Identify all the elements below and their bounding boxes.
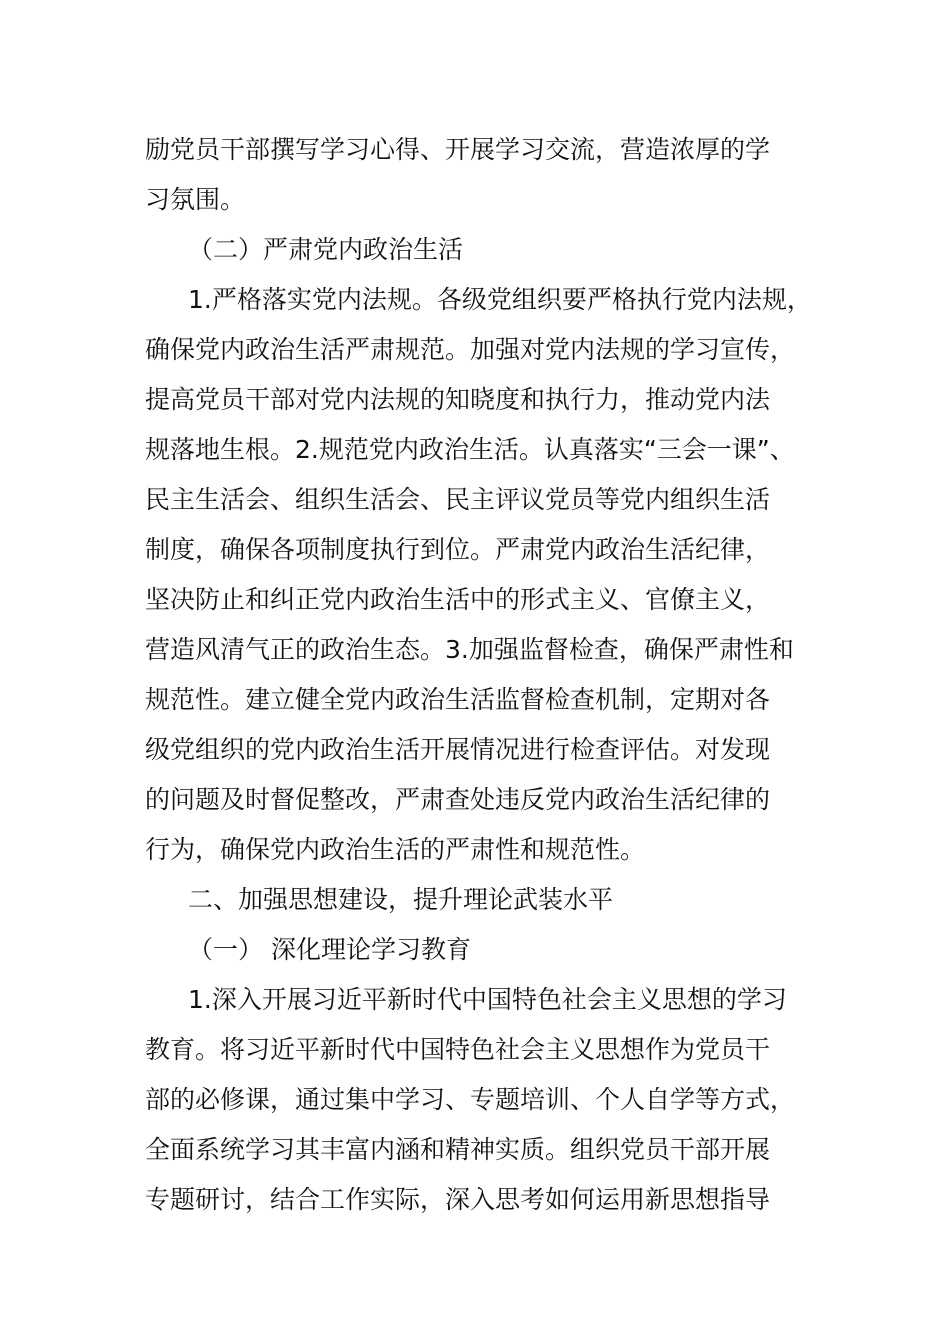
text-line: 坚决防止和纠正党内政治生活中的形式主义、官僚主义， bbox=[145, 585, 771, 614]
text-line: 1.严格落实党内法规。各级党组织要严格执行党内法规， bbox=[188, 285, 812, 314]
text-line: 教育。将习近平新时代中国特色社会主义思想作为党员干 bbox=[145, 1035, 771, 1064]
section-heading: （一） 深化理论学习教育 bbox=[188, 935, 471, 964]
text-line: 行为，确保党内政治生活的严肃性和规范性。 bbox=[145, 835, 646, 864]
text-line: 民主生活会、组织生活会、民主评议党员等党内组织生活 bbox=[145, 485, 771, 514]
text-line: 励党员干部撰写学习心得、开展学习交流，营造浓厚的学 bbox=[145, 135, 771, 164]
text-line: 确保党内政治生活严肃规范。加强对党内法规的学习宣传， bbox=[145, 335, 796, 364]
text-line: 部的必修课，通过集中学习、专题培训、个人自学等方式， bbox=[145, 1085, 796, 1114]
text-line: 提高党员干部对党内法规的知晓度和执行力，推动党内法 bbox=[145, 385, 771, 414]
text-line: 规范性。建立健全党内政治生活监督检查机制，定期对各 bbox=[145, 685, 771, 714]
text-line: 级党组织的党内政治生活开展情况进行检查评估。对发现 bbox=[145, 735, 771, 764]
text-line: 专题研讨，结合工作实际，深入思考如何运用新思想指导 bbox=[145, 1185, 771, 1214]
text-line: 全面系统学习其丰富内涵和精神实质。组织党员干部开展 bbox=[145, 1135, 771, 1164]
text-line: 1.深入开展习近平新时代中国特色社会主义思想的学习 bbox=[188, 985, 787, 1014]
text-line: 规落地生根。2.规范党内政治生活。认真落实“三会一课”、 bbox=[145, 435, 795, 464]
section-heading: （二）严肃党内政治生活 bbox=[188, 235, 464, 264]
text-line: 习氛围。 bbox=[145, 185, 246, 214]
text-line: 制度，确保各项制度执行到位。严肃党内政治生活纪律， bbox=[145, 535, 771, 564]
text-line: 的问题及时督促整改，严肃查处违反党内政治生活纪律的 bbox=[145, 785, 771, 814]
chapter-heading: 二、加强思想建设，提升理论武装水平 bbox=[188, 885, 614, 914]
text-line: 营造风清气正的政治生态。3.加强监督检查，确保严肃性和 bbox=[145, 635, 794, 664]
